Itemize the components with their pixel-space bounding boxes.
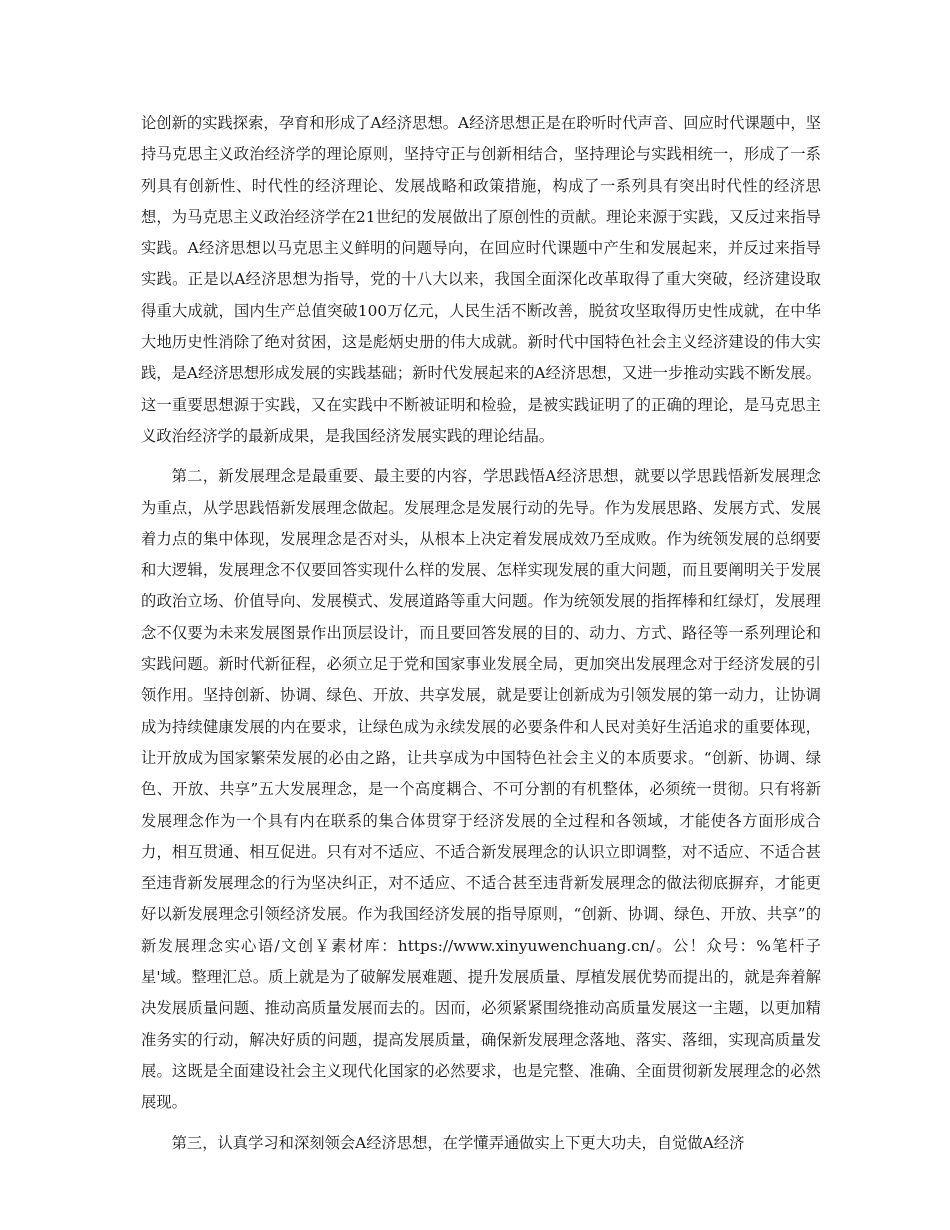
text-line: 一，形成了一系列具有创新性、时代性的经济理论、发展战略和政策措施，构成了一系列具有 [141,145,821,195]
text-line: 发展方式、发展着力点的集中体现，发展理念是否对头，从根本上决定着发展成效乃至成败。 [141,498,821,548]
text-line: 享发展，就是要让创新成为引领发展的第一动力，让协调成为持续健康发展的内在要求，让绿 [141,686,821,736]
text-line: 由之路，让共享成为中国特色社会主义的本质要求。“创新、协调、绿色、开放、共享”五大 [141,748,821,799]
paragraph-1 [141,108,821,452]
text-line: 题中产生和发展起来，并反过来指导实践。正是以A经济思想为指导，党的十八大以来，我国 [141,239,821,289]
paragraph-2 [141,461,821,1118]
paragraph-3 [141,1128,821,1159]
text-line: 第二，新发展理念是最重要、最主要的内容，学思践悟A经济思想，就要以学思践悟新 [171,467,759,486]
text-line: 准确、全面贯彻新发展理念的必然展现。 [141,1061,821,1112]
text-line: 业发展全局，更加突出发展理念对于经济发展的引领作用。坚持创新、协调、绿色、开放、共 [141,655,821,705]
text-line: 统领发展的指挥棒和红绿灯，发展理念不仅要为未来发展图景作出顶层设计，而且要回答发展 [141,592,821,642]
text-line: 突出时代性的经济思想，为马克思主义政治经济学在21世纪的发展做出了原创性的贡献。理 [141,176,821,226]
text-line: 展这一主题，以更加精准务实的行动，解决好质的问题，提高发展质量，确保新发展理念落地、 [141,999,821,1049]
text-line: 的伟大成就。新时代中国特色社会主义经济建设的伟大实践，是A经济思想形成发展的实践基 [141,333,821,383]
text-line: 落实、落细，实现高质量发展。这既是全面建设社会主义现代化国家的必然要求，也是完整、 [141,1030,821,1080]
text-line: 第三，认真学习和深刻领会A经济思想，在学懂弄通做实上下更大功夫，自觉做A经济 [171,1133,745,1152]
text-line: 的目的、动力、方式、路径等一系列理论和实践问题。新时代新征程，必须立足于党和国家事 [141,623,821,674]
text-line: 生活不断改善，脱贫攻坚取得历史性成就，在中华大地历史性消除了绝对贫困，这是彪炳史册 [141,301,821,352]
text-line: 础；新时代发展起来的A经济思想，又进一步推动实践不断发展。这一重要思想源于实践，又 [141,364,821,414]
text-line: 更好以新发展理念引领经济发展。作为我国经济发展的指导原则，“创新、协调、绿色、开放、 [141,874,821,924]
text-line: 大问题，而且要阐明关于发展的政治立场、价值导向、发展模式、发展道路等重大问题。作为 [141,561,821,611]
text-line: 发展理念，是一个高度耦合、不可分割的有机整体，必须统一贯彻。只有将新发展理念作为一 [141,780,821,830]
text-line: 发展理念为重点，从学思践悟新发展理念做起。发展理念是发展行动的先导。作为发展思路、 [141,467,821,517]
text-line: 背新发展理念的行为坚决纠正，对不适应、不适合甚至违背新发展理念的做法彻底摒弃，才能 [171,874,806,893]
text-line: 题中，坚持马克思主义政治经济学的理论原则，坚持守正与创新相结合，坚持理论与实践相统 [141,114,821,164]
text-line: 的，就是奔着解决发展质量问题、推动高质量发展而去的。因而，必须紧紧围绕推动高质量发 [141,968,821,1018]
text-line: 论来源于实践，又反过来指导实践。A经济思想以马克思主义鲜明的问题导向，在回应时代课 [141,207,821,258]
text-line: 作为统领发展的总纲要和大逻辑，发展理念不仅要回答实现什么样的发展、怎样实现发展的重 [141,529,821,580]
text-line: 色成为永续发展的必要条件和人民对美好生活追求的重要体现，让开放成为国家繁荣发展的必 [141,717,821,767]
text-line: 在实践中不断被证明和检验，是被实践证明了的正确的理论，是马克思主义政治经济学的最新 [141,395,821,445]
text-line: 通、相互促进。只有对不适应、不适合新发展理念的认识立即调整，对不适应、不适合甚至违 [141,842,821,893]
text-line: 全面深化改革取得了重大突破，经济建设取得重大成就，国内生产总值突破100万亿元，人民 [141,270,821,320]
text-line: %笔杆子星'域。整理汇总。质上就是为了破解发展难题、提升发展质量、厚植发展优势而提出 [141,936,821,987]
text-line: 成果，是我国经济发展实践的理论结晶。 [278,426,555,445]
text-line: 个具有内在联系的集合体贯穿于经济发展的全过程和各领域，才能使各方面形成合力，相互贯 [141,811,821,861]
text-line: 共享”的新发展理念实心语/文创￥素材库：https://www.xinyuwenchuang.cn/。公！众号： [141,905,821,955]
document-body [141,108,821,1168]
text-line: 论创新的实践探索，孕育和形成了A经济思想。A经济思想正是在聆听时代声音、回应时代课 [141,114,760,132]
